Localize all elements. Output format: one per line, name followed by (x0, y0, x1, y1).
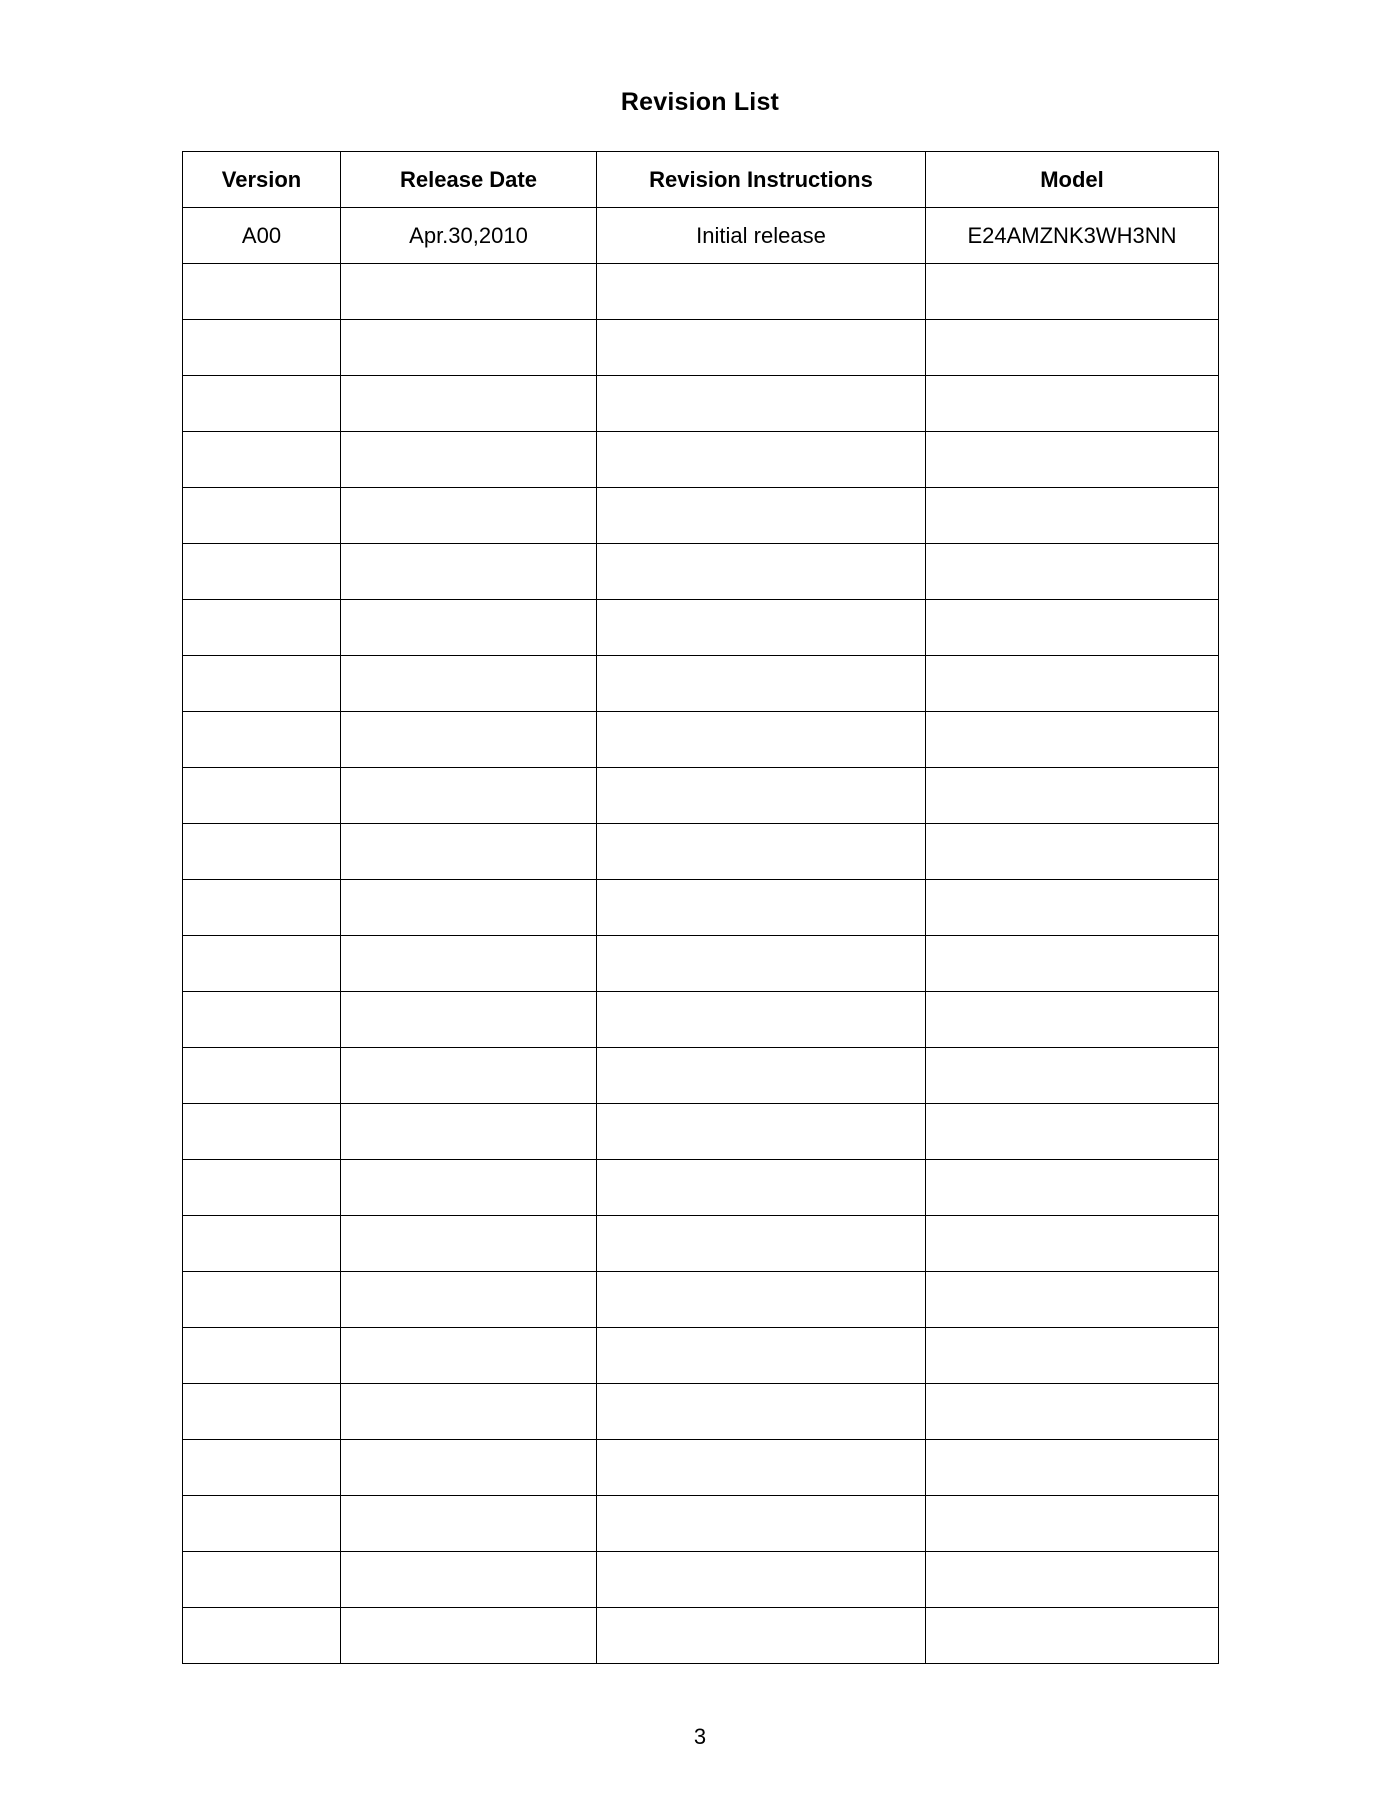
release-date-cell (341, 936, 597, 992)
version-cell (183, 264, 341, 320)
revision-instructions-cell (597, 824, 926, 880)
release-date-cell (341, 600, 597, 656)
revision-instructions-cell (597, 1104, 926, 1160)
release-date-cell (341, 264, 597, 320)
table-row (183, 768, 1219, 824)
revision-instructions-cell (597, 432, 926, 488)
version-cell (183, 880, 341, 936)
table-row (183, 1608, 1219, 1664)
model-cell (926, 488, 1219, 544)
model-cell (926, 880, 1219, 936)
header-revision-instructions: Revision Instructions (597, 152, 926, 208)
release-date-cell (341, 768, 597, 824)
revision-instructions-cell (597, 1440, 926, 1496)
release-date-cell (341, 1608, 597, 1664)
table-row (183, 1496, 1219, 1552)
table-row (183, 656, 1219, 712)
release-date-cell (341, 1384, 597, 1440)
version-cell (183, 1160, 341, 1216)
version-cell (183, 600, 341, 656)
release-date-cell (341, 1328, 597, 1384)
model-cell (926, 1216, 1219, 1272)
table-row (183, 1048, 1219, 1104)
revision-instructions-cell (597, 488, 926, 544)
version-cell: A00 (183, 208, 341, 264)
revision-instructions-cell (597, 936, 926, 992)
model-cell (926, 1048, 1219, 1104)
revision-instructions-cell (597, 992, 926, 1048)
model-cell (926, 656, 1219, 712)
page-number: 3 (693, 1724, 707, 1749)
release-date-cell (341, 1216, 597, 1272)
version-cell (183, 432, 341, 488)
revision-instructions-cell: Initial release (597, 208, 926, 264)
release-date-cell (341, 1104, 597, 1160)
table-row (183, 1328, 1219, 1384)
version-cell (183, 936, 341, 992)
revision-instructions-cell (597, 264, 926, 320)
version-cell (183, 992, 341, 1048)
model-cell (926, 1272, 1219, 1328)
revision-instructions-cell (597, 1048, 926, 1104)
model-cell (926, 320, 1219, 376)
model-cell (926, 1552, 1219, 1608)
version-cell (183, 320, 341, 376)
table-row (183, 880, 1219, 936)
model-cell (926, 1496, 1219, 1552)
version-cell (183, 1440, 341, 1496)
version-cell (183, 656, 341, 712)
revision-instructions-cell (597, 712, 926, 768)
release-date-cell (341, 712, 597, 768)
revision-instructions-cell (597, 768, 926, 824)
revision-instructions-cell (597, 1216, 926, 1272)
version-cell (183, 768, 341, 824)
revision-instructions-cell (597, 1496, 926, 1552)
table-row (183, 1216, 1219, 1272)
table-row (183, 992, 1219, 1048)
release-date-cell (341, 320, 597, 376)
table-row (183, 432, 1219, 488)
revision-instructions-cell (597, 1160, 926, 1216)
table-row (183, 1440, 1219, 1496)
model-cell (926, 1160, 1219, 1216)
model-cell (926, 992, 1219, 1048)
release-date-cell (341, 992, 597, 1048)
model-cell (926, 936, 1219, 992)
release-date-cell (341, 1440, 597, 1496)
header-release-date: Release Date (341, 152, 597, 208)
revision-instructions-cell (597, 1384, 926, 1440)
model-cell (926, 264, 1219, 320)
table-row (183, 1272, 1219, 1328)
release-date-cell (341, 1496, 597, 1552)
model-cell (926, 600, 1219, 656)
model-cell (926, 1608, 1219, 1664)
table-row (183, 712, 1219, 768)
revision-instructions-cell (597, 656, 926, 712)
release-date-cell (341, 488, 597, 544)
release-date-cell (341, 1160, 597, 1216)
release-date-cell (341, 880, 597, 936)
table-row (183, 320, 1219, 376)
model-cell (926, 1328, 1219, 1384)
version-cell (183, 376, 341, 432)
release-date-cell (341, 656, 597, 712)
table-row (183, 208, 1219, 264)
table-body (183, 208, 1219, 1664)
table-row (183, 936, 1219, 992)
model-cell (926, 1384, 1219, 1440)
table-row (183, 1104, 1219, 1160)
header-version: Version (183, 152, 341, 208)
release-date-cell (341, 1048, 597, 1104)
table-row (183, 824, 1219, 880)
version-cell (183, 544, 341, 600)
version-cell (183, 1552, 341, 1608)
revision-instructions-cell (597, 1608, 926, 1664)
model-cell (926, 1104, 1219, 1160)
release-date-cell: Apr.30,2010 (341, 208, 597, 264)
model-cell: E24AMZNK3WH3NN (926, 208, 1219, 264)
model-cell (926, 376, 1219, 432)
table-row (183, 1160, 1219, 1216)
table-row (183, 488, 1219, 544)
header-model: Model (926, 152, 1219, 208)
release-date-cell (341, 824, 597, 880)
revision-instructions-cell (597, 1272, 926, 1328)
version-cell (183, 712, 341, 768)
revision-instructions-cell (597, 880, 926, 936)
model-cell (926, 544, 1219, 600)
model-cell (926, 768, 1219, 824)
model-cell (926, 432, 1219, 488)
revision-instructions-cell (597, 600, 926, 656)
table-row (183, 1552, 1219, 1608)
revision-instructions-cell (597, 1552, 926, 1608)
model-cell (926, 1440, 1219, 1496)
version-cell (183, 1608, 341, 1664)
release-date-cell (341, 1272, 597, 1328)
version-cell (183, 1384, 341, 1440)
release-date-cell (341, 1552, 597, 1608)
revision-instructions-cell (597, 544, 926, 600)
version-cell (183, 488, 341, 544)
table-row (183, 376, 1219, 432)
table-row (183, 600, 1219, 656)
table-row (183, 544, 1219, 600)
model-cell (926, 712, 1219, 768)
table-header-row (183, 152, 1219, 208)
version-cell (183, 1496, 341, 1552)
release-date-cell (341, 376, 597, 432)
revision-instructions-cell (597, 1328, 926, 1384)
version-cell (183, 1104, 341, 1160)
version-cell (183, 1048, 341, 1104)
table-row (183, 1384, 1219, 1440)
version-cell (183, 824, 341, 880)
revision-instructions-cell (597, 320, 926, 376)
version-cell (183, 1272, 341, 1328)
version-cell (183, 1216, 341, 1272)
revision-instructions-cell (597, 376, 926, 432)
release-date-cell (341, 544, 597, 600)
table-row (183, 264, 1219, 320)
model-cell (926, 824, 1219, 880)
release-date-cell (341, 432, 597, 488)
page-title: Revision List (620, 88, 780, 116)
version-cell (183, 1328, 341, 1384)
revision-table (182, 151, 1219, 1664)
